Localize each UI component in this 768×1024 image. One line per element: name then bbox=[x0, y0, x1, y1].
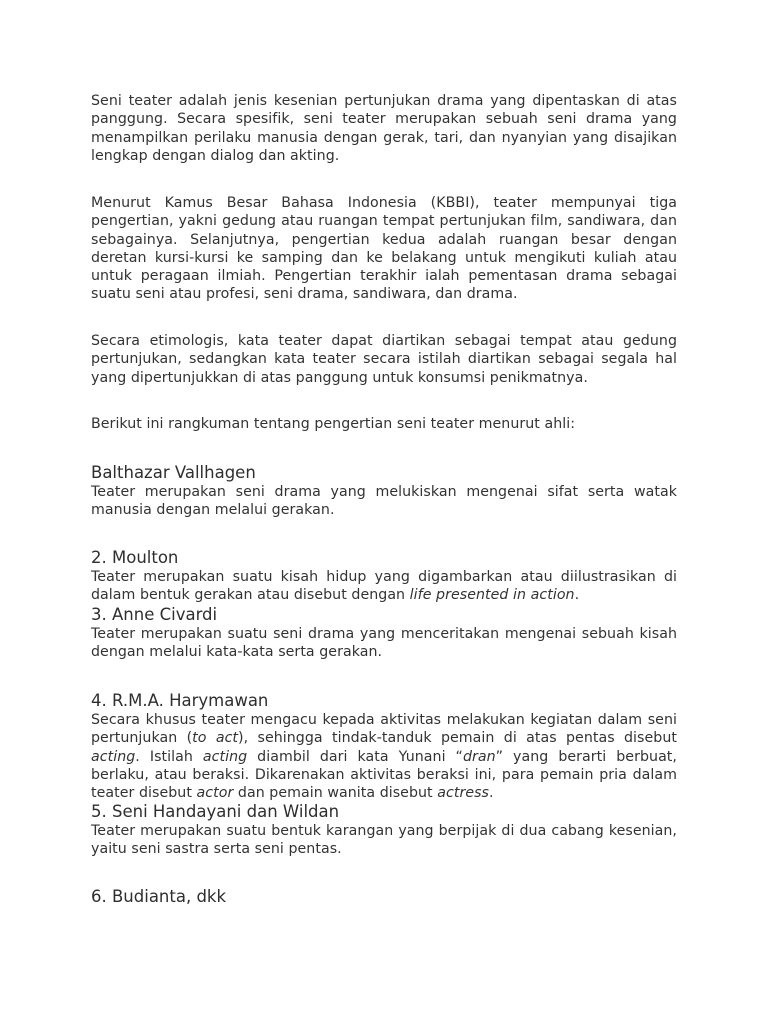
expert-heading: Balthazar Vallhagen bbox=[91, 463, 256, 482]
definition-text: diambil dari kata Yunani “ bbox=[247, 748, 463, 765]
expert-section-handayani-wildan bbox=[91, 802, 677, 859]
expert-section-budianta bbox=[91, 887, 677, 907]
italic-term: actress bbox=[437, 785, 489, 802]
italic-term: life presented in action bbox=[409, 587, 575, 604]
definition-text: dan pemain wanita disebut bbox=[233, 785, 438, 802]
expert-heading: 2. Moulton bbox=[91, 548, 179, 567]
paragraph-text: Berikut ini rangkuman tentang pengertian seni teater menurut ahli: bbox=[91, 416, 576, 432]
intro-paragraph-3 bbox=[91, 332, 677, 387]
expert-section-moulton bbox=[91, 548, 677, 605]
paragraph-text: Seni teater adalah jenis kesenian pertunjukan drama yang dipentaskan di atas panggung. Secara spesifik, seni teater merupakan sebuah seni drama yang menampilkan perilaku manusia dengan gerak, tari, dan nyanyian yang disajikan lengkap dengan dialog dan akting. bbox=[91, 93, 677, 164]
italic-term: acting bbox=[202, 748, 248, 765]
italic-term: to act bbox=[192, 730, 239, 747]
definition-text: Teater merupakan suatu kisah hidup yang digambarkan atau diilustrasikan di dalam bentuk gerakan atau disebut dengan bbox=[91, 569, 677, 604]
expert-section-civardi bbox=[91, 605, 677, 662]
definition-text: . Istilah bbox=[135, 748, 203, 765]
definition-text: ), sehingga tindak-tanduk pemain di atas pentas disebut bbox=[238, 730, 677, 747]
expert-heading: 4. R.M.A. Harymawan bbox=[91, 691, 269, 710]
italic-term: dran bbox=[462, 748, 496, 765]
expert-definition: Teater merupakan seni drama yang melukiskan mengenai sifat serta watak manusia dengan melalui gerakan. bbox=[91, 484, 677, 519]
expert-definition bbox=[91, 711, 677, 802]
expert-heading: 6. Budianta, dkk bbox=[91, 887, 227, 906]
definition-text: . bbox=[574, 587, 580, 604]
expert-heading: 3. Anne Civardi bbox=[91, 605, 218, 624]
definition-text: ” yang berarti berbuat, berlaku, atau beraksi. Dikarenakan aktivitas beraksi ini, para pemain pria dalam teater disebut bbox=[91, 748, 677, 802]
expert-definition: Teater merupakan suatu bentuk karangan yang berpijak di dua cabang kesenian, yaitu seni sastra serta seni pentas. bbox=[91, 823, 677, 858]
italic-term: acting bbox=[91, 748, 136, 765]
expert-section-harymawan bbox=[91, 691, 677, 802]
intro-paragraph-1 bbox=[91, 92, 677, 165]
expert-definition bbox=[91, 568, 677, 605]
definition-text: . bbox=[489, 785, 494, 802]
intro-paragraph-2 bbox=[91, 194, 677, 304]
paragraph-text: Secara etimologis, kata teater dapat diartikan sebagai tempat atau gedung pertunjukan, sedangkan kata teater secara istilah diartikan sebagai segala hal yang dipertunjukkan di atas panggung untuk konsumsi penikmatnya. bbox=[91, 333, 677, 386]
expert-heading: 5. Seni Handayani dan Wildan bbox=[91, 802, 340, 821]
italic-term: actor bbox=[196, 785, 234, 802]
paragraph-text: Menurut Kamus Besar Bahasa Indonesia (KBBI), teater mempunyai tiga pengertian, yakni gedung atau ruangan tempat pertunjukan film, sandiwara, dan sebagainya. Selanjutnya, pengertian kedua adalah ruangan besar dengan deretan kursi-kursi ke samping dan ke belakang untuk mengikuti kuliah atau untuk peragaan ilmiah. Pengertian terakhir ialah pementasan drama sebagai suatu seni atau profesi, seni drama, sandiwara, dan drama. bbox=[91, 195, 677, 303]
expert-definition: Teater merupakan suatu seni drama yang menceritakan mengenai sebuah kisah dengan melalui kata-kata serta gerakan. bbox=[91, 626, 677, 661]
expert-section-vallhagen bbox=[91, 463, 677, 520]
definition-text: Secara khusus teater mengacu kepada aktivitas melakukan kegiatan dalam seni pertunjukan ( bbox=[91, 712, 677, 747]
intro-paragraph-4 bbox=[91, 415, 677, 433]
